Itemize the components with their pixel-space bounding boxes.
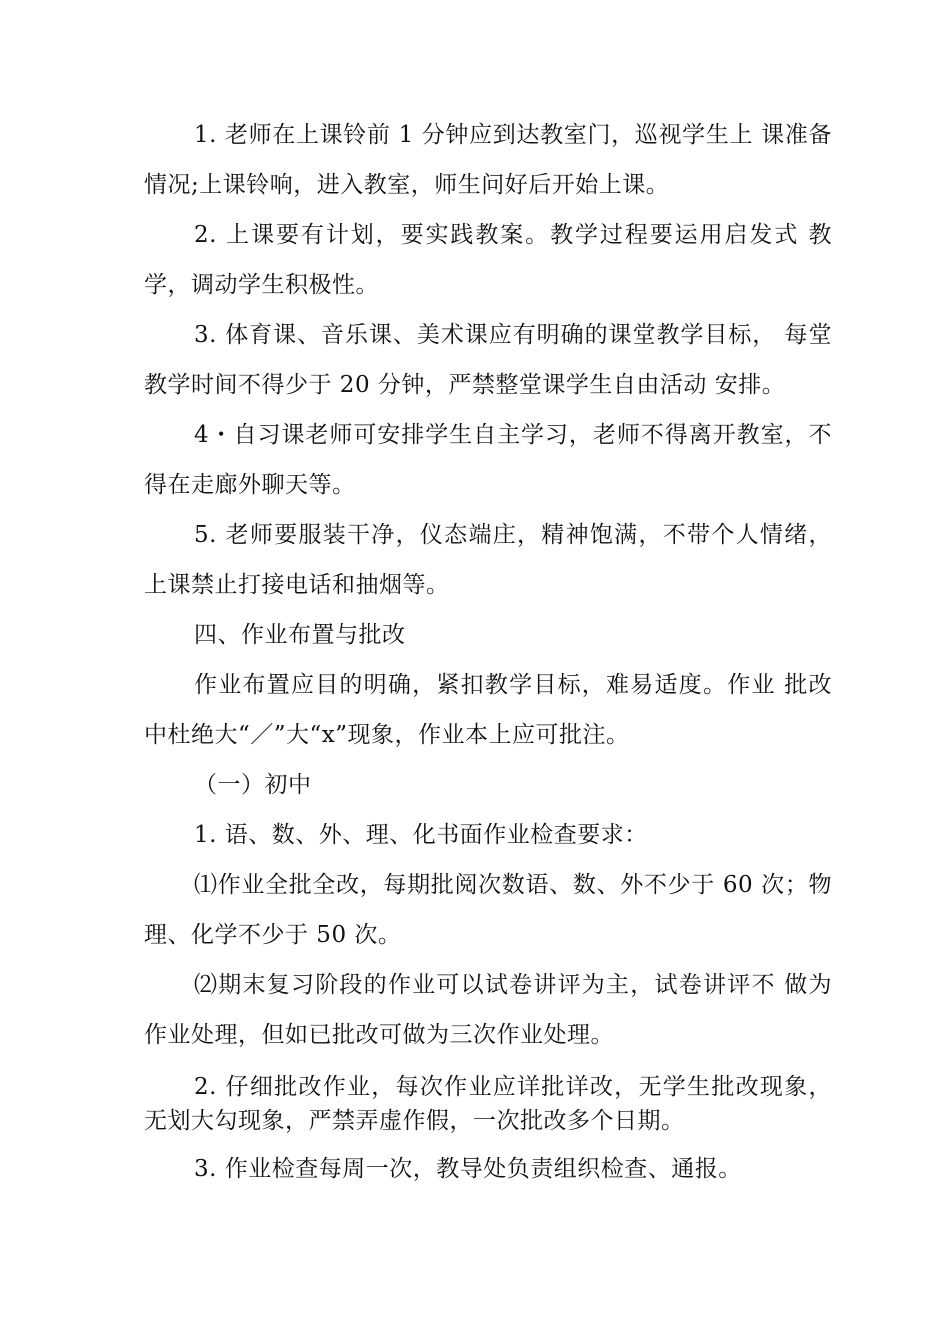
paragraph-5: 5. 老师要服装干净，仪态端庄，精神饱满，不带个人情绪，上课禁止打接电话和抽烟等。: [144, 522, 832, 598]
paragraph-homework-intro: 作业布置应目的明确，紧扣教学目标，难易适度。作业 批改中杜绝大“／”大“x”现象，作业本上应可批注。: [144, 672, 832, 748]
paragraph-weekly-check: 3. 作业检查每周一次，教导处负责组织检查、通报。: [194, 1156, 742, 1182]
paragraph-check-requirements: 1. 语、数、外、理、化书面作业检查要求：: [194, 822, 648, 848]
paragraph-3: 3. 体育课、音乐课、美术课应有明确的课堂教学目标， 每堂教学时间不得少于 20 分钟，严禁整堂课学生自由活动 安排。: [144, 322, 832, 398]
paragraph-2: 2. 上课要有计划，要实践教案。教学过程要运用启发式 教学，调动学生积极性。: [144, 222, 832, 298]
document-body: [144, 110, 832, 1194]
paragraph-item-2: ⑵期末复习阶段的作业可以试卷讲评为主，试卷讲评不 做为作业处理，但如已批改可做为三次作业处理。: [144, 972, 832, 1048]
paragraph-1: 1. 老师在上课铃前 1 分钟应到达教室门，巡视学生上 课准备情况;上课铃响，进入教室，师生问好后开始上课。: [144, 122, 832, 198]
paragraph-careful-grading: 2. 仔细批改作业，每次作业应详批详改，无学生批改现象，无划大勾现象，严禁弄虚作假，一次批改多个日期。: [144, 1074, 832, 1134]
subsection-heading-junior-high: （一）初中: [194, 772, 312, 798]
paragraph-4: 4・自习课老师可安排学生自主学习，老师不得离开教室，不得在走廊外聊天等。: [144, 422, 832, 498]
paragraph-item-1: ⑴作业全批全改，每期批阅次数语、数、外不少于 60 次；物理、化学不少于 50 次。: [144, 872, 832, 948]
section-heading-homework: 四、作业布置与批改: [194, 622, 406, 648]
